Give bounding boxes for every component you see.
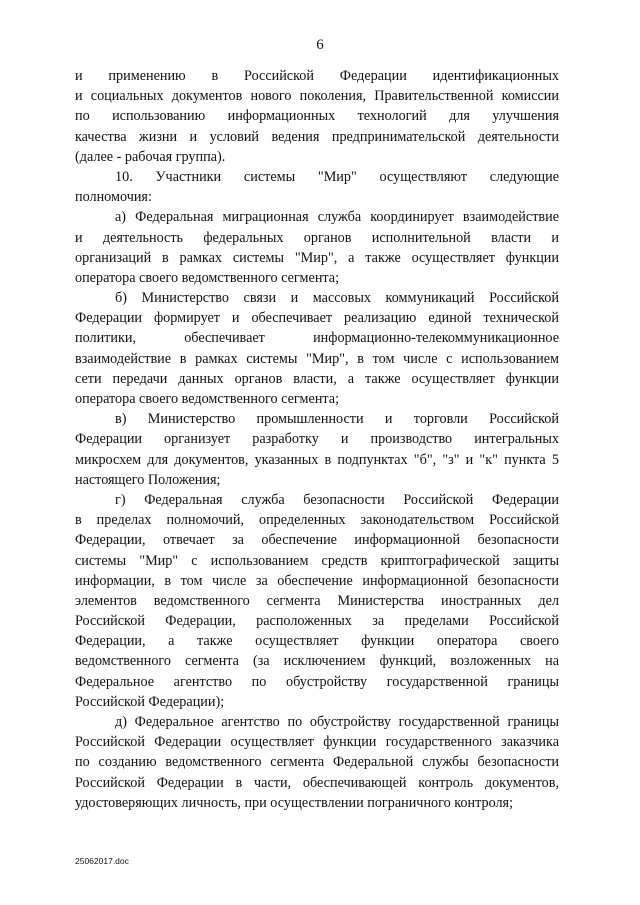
text-line: и социальных документов нового поколения, Правительственной комиссии (75, 88, 559, 105)
text-line: удостоверяющих личность, при осуществлении пограничного контроля; (75, 794, 514, 811)
text-line: в) Министерство промышленности и торговли Российской (115, 411, 559, 428)
text-line: Российской Федерации); (75, 693, 225, 710)
text-line: г) Федеральная служба безопасности Российской Федерации (115, 491, 559, 508)
text-line: организаций в рамках системы "Мир", а также осуществляет функции (75, 249, 559, 266)
text-line: Российской Федерации, расположенных за пределами Российской (75, 613, 559, 630)
footer-file-name: 25062017.doc (75, 856, 129, 866)
page-number: 6 (316, 37, 324, 53)
text-line: Федерации, отвечает за обеспечение информационной безопасности (75, 532, 559, 549)
text-line: Российской Федерации в части, обеспечивающей контроль документов, (75, 774, 559, 791)
text-line: Федеральное агентство по обустройству государственной границы (75, 673, 559, 690)
paragraph-item-d (75, 712, 559, 813)
text-line: и деятельность федеральных органов исполнительной власти и (75, 229, 559, 246)
text-line: микросхем для документов, указанных в подпунктах "б", "з" и "к" пункта 5 (75, 451, 559, 468)
paragraph-item-g (75, 490, 559, 712)
text-line: элементов ведомственного сегмента Министерства иностранных дел (75, 592, 559, 609)
text-line: взаимодействие в рамках системы "Мир", в том числе с использованием (75, 350, 559, 367)
text-line: 10. Участники системы "Мир" осуществляют следующие (115, 168, 559, 185)
paragraph-item-a (75, 207, 559, 288)
document-body (75, 66, 559, 813)
text-line: д) Федеральное агентство по обустройству государственной границы (115, 714, 559, 730)
text-line: по созданию ведомственного сегмента Федеральной службы безопасности (75, 754, 559, 771)
text-line: полномочия: (75, 189, 152, 206)
text-line: информации, в том числе за обеспечение информационной безопасности (75, 572, 559, 589)
paragraph-item-b (75, 288, 559, 409)
text-line: Российской Федерации осуществляет функции государственного заказчика (75, 734, 559, 751)
text-line: системы "Мир" с использованием средств криптографической защиты (75, 552, 559, 569)
text-line: ведомственного сегмента (за исключением функций, возложенных на (75, 653, 559, 670)
text-line: оператора своего ведомственного сегмента; (75, 269, 340, 286)
text-line: в пределах полномочий, определенных законодательством Российской (75, 512, 559, 529)
text-line: и применению в Российской Федерации идентификационных (75, 68, 559, 84)
text-line: Федерации организует разработку и производство интегральных (75, 431, 559, 448)
text-line: оператора своего ведомственного сегмента; (75, 391, 340, 407)
paragraph-continuation (75, 66, 559, 167)
text-line: Федерации формирует и обеспечивает реализацию единой технической (75, 310, 559, 327)
text-line: а) Федеральная миграционная служба координирует взаимодействие (115, 209, 559, 226)
text-line: (далее - рабочая группа). (75, 148, 226, 165)
text-line: по использованию информационных технологий для улучшения (75, 108, 559, 125)
text-line: политики, обеспечивает информационно-телекоммуникационное (75, 330, 559, 347)
text-line: настоящего Положения; (75, 471, 221, 488)
text-line: б) Министерство связи и массовых коммуникаций Российской (115, 290, 559, 307)
text-line: сети передачи данных органов власти, а также осуществляет функции (75, 370, 559, 387)
text-line: качества жизни и условий ведения предпринимательской деятельности (75, 128, 559, 145)
paragraph-item-10 (75, 167, 559, 207)
text-line: Федерации, а также осуществляет функции оператора своего (75, 633, 559, 650)
paragraph-item-v (75, 409, 559, 490)
